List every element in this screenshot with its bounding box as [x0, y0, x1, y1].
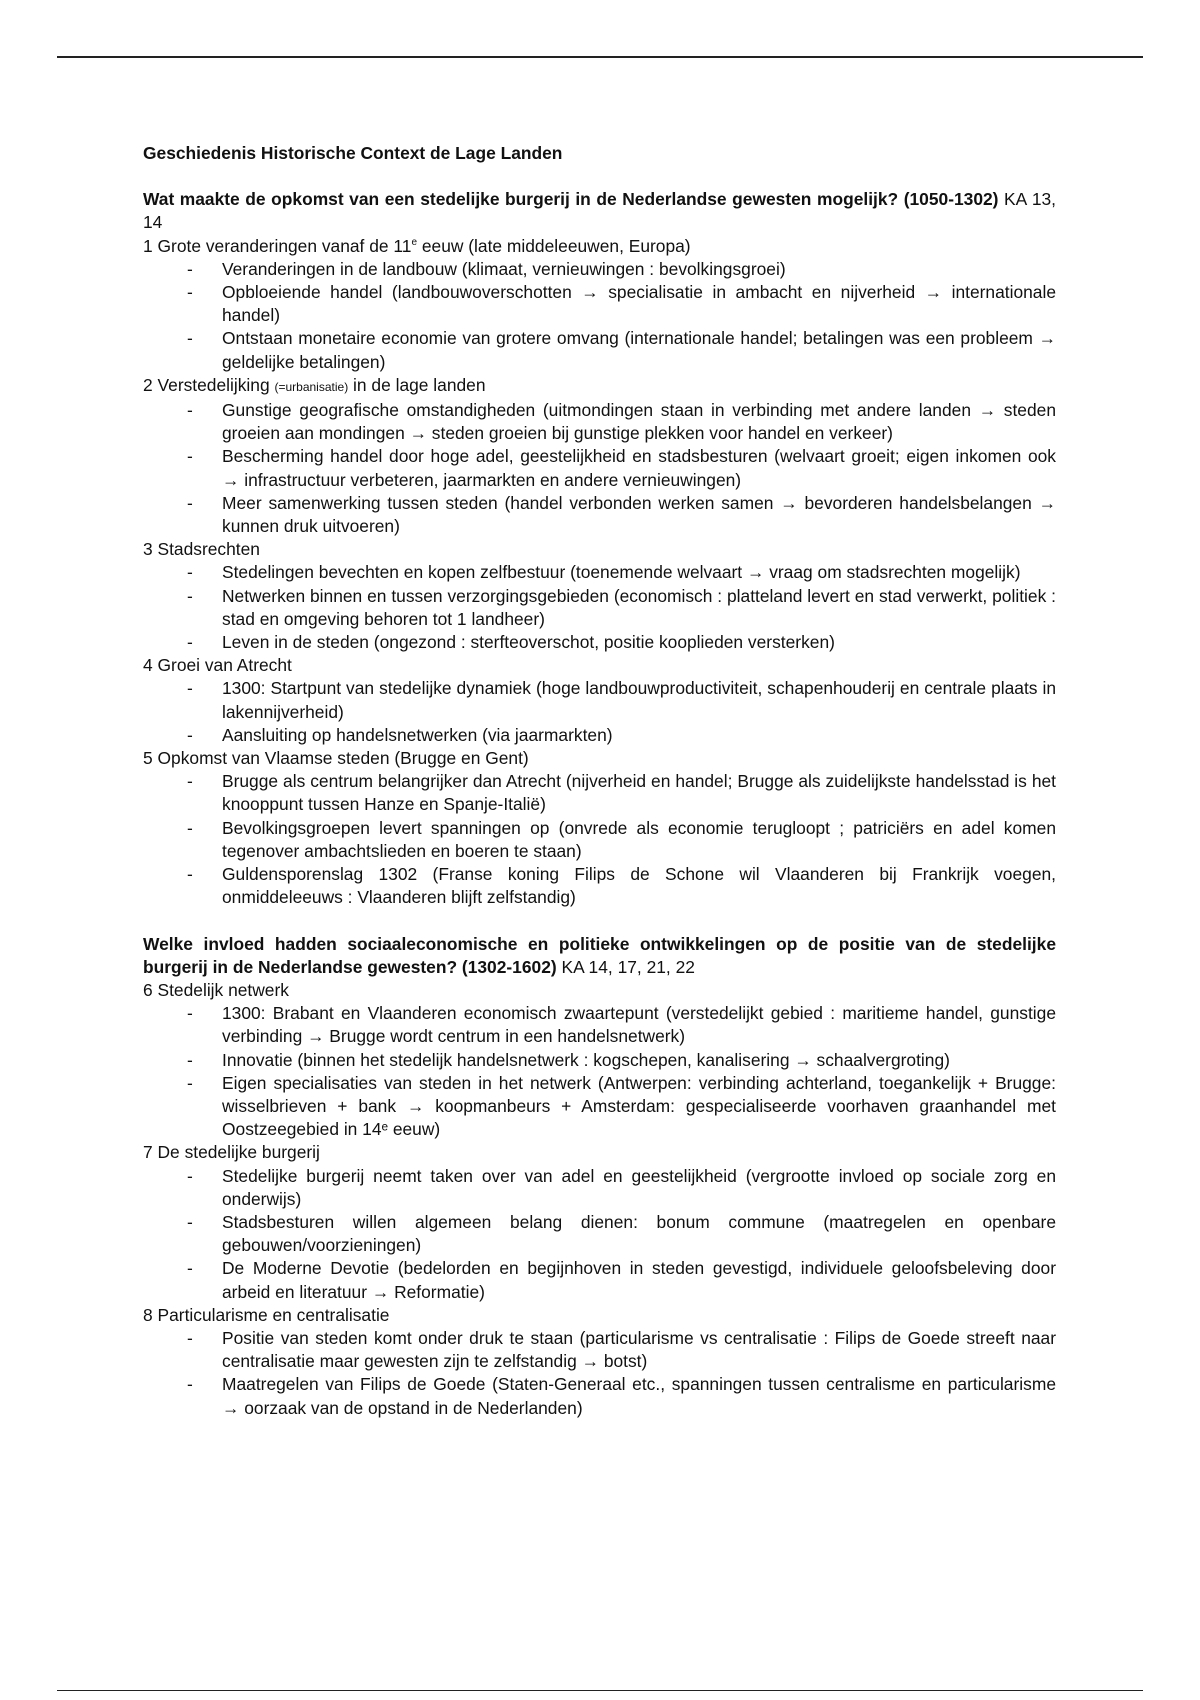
bullet-list [143, 677, 1056, 747]
section-question [143, 933, 1056, 979]
list-item: - 1300: Startpunt van stedelijke dynamiek (hoge landbouwproductiviteit, schapenhouderij en centrale plaats in lakennijverheid) [143, 677, 1056, 723]
list-item: - Innovatie (binnen het stedelijk handelsnetwerk : kogschepen, kanalisering → schaalvergroting) [143, 1049, 1056, 1072]
topic-heading [143, 374, 1056, 399]
list-item: - Leven in de steden (ongezond : sterfteoverschot, positie kooplieden versterken) [143, 631, 1056, 654]
list-item: - Netwerken binnen en tussen verzorgingsgebieden (economisch : platteland levert en stad verwerkt, politiek : stad en omgeving behoren tot 1 landheer) [143, 585, 1056, 631]
question-ka: KA 13, 14 [143, 189, 1057, 233]
list-item: - Gunstige geografische omstandigheden (uitmondingen staan in verbinding met andere landen → steden groeien aan mondingen → steden groeien bij gunstige plekken voor handel en verkeer) [143, 399, 1056, 445]
bullet-list [143, 399, 1056, 538]
section-question [143, 188, 1056, 234]
question-text: Wat maakte de opkomst van een stedelijke burgerij in de Nederlandse gewesten mogelijk? (1050-1302) [143, 189, 999, 210]
list-item: - Stedelingen bevechten en kopen zelfbestuur (toenemende welvaart → vraag om stadsrechten mogelijk) [143, 561, 1056, 584]
list-item: - Stedelijke burgerij neemt taken over van adel en geestelijkheid (vergrootte invloed op sociale zorg en onderwijs) [143, 1165, 1056, 1211]
list-item: - 1300: Brabant en Vlaanderen economisch zwaartepunt (verstedelijkt gebied : maritieme handel, gunstige verbinding → Brugge wordt centrum in een handelsnetwerk) [143, 1002, 1056, 1048]
document-body [143, 142, 1056, 1420]
topic-heading: 4 Groei van Atrecht [143, 655, 292, 676]
question-ka: KA 14, 17, 21, 22 [556, 956, 695, 977]
topic-heading-note: (=urbanisatie) [274, 379, 349, 394]
list-item: - De Moderne Devotie (bedelorden en begijnhoven in steden gevestigd, individuele geloofsbeleving door arbeid en literatuur → Reformatie) [143, 1257, 1056, 1303]
bullet-list [143, 1327, 1056, 1420]
bullet-list [143, 770, 1056, 909]
list-item: - Maatregelen van Filips de Goede (Staten-Generaal etc., spanningen tussen centralisme en particularisme → oorzaak van de opstand in de Nederlanden) [143, 1373, 1056, 1419]
list-item: - Ontstaan monetaire economie van grotere omvang (internationale handel; betalingen was een probleem → geldelijke betalingen) [143, 327, 1056, 373]
topic-heading-text: 1 Grote veranderingen vanaf de 11 [143, 235, 412, 256]
document-title: Geschiedenis Historische Context de Lage Landen [143, 143, 563, 163]
topic-heading: 7 De stedelijke burgerij [143, 1142, 320, 1163]
list-item: - Positie van steden komt onder druk te staan (particularisme vs centralisatie : Filips de Goede streeft naar centralisatie maar gewesten zijn te zelfstandig → botst) [143, 1327, 1056, 1373]
list-item: - Veranderingen in de landbouw (klimaat, vernieuwingen : bevolkingsgroei) [143, 258, 1056, 281]
footer-rule [57, 1690, 1143, 1691]
question-text: Welke invloed hadden sociaaleconomische en politieke ontwikkelingen op de positie van de stedelijke burgerij in de Nederlandse gewesten? (1302-1602) [143, 933, 1056, 977]
list-item: - Bescherming handel door hoge adel, geestelijkheid en stadsbesturen (welvaart groeit; eigen inkomen ook → infrastructuur verbeteren, jaarmarkten en andere vernieuwingen) [143, 445, 1056, 491]
list-item: - Aansluiting op handelsnetwerken (via jaarmarkten) [143, 724, 1056, 747]
topic-heading-sup: e [411, 236, 418, 248]
topic-heading [143, 235, 1056, 258]
topic-heading-tail: eeuw (late middeleeuwen, Europa) [417, 235, 691, 256]
topic-heading-text: 2 Verstedelijking [143, 374, 275, 395]
bullet-list [143, 1002, 1056, 1141]
topic-heading: 8 Particularisme en centralisatie [143, 1304, 390, 1325]
list-item: - Guldensporenslag 1302 (Franse koning Filips de Schone wil Vlaanderen bij Frankrijk voegen, onmiddeleeuws : Vlaanderen blijft zelfstandig) [143, 863, 1056, 909]
topic-heading: 3 Stadsrechten [143, 539, 260, 560]
section-1 [143, 188, 1056, 909]
section-spacer [143, 910, 1056, 933]
list-item: - Eigen specialisaties van steden in het netwerk (Antwerpen: verbinding achterland, toegankelijk + Brugge: wisselbrieven + bank → koopmanbeurs + Amsterdam: gespecialiseerde voorhaven graanhandel met Oostzeegebied in 14ᵉ eeuw) [143, 1072, 1056, 1142]
bullet-list [143, 1165, 1056, 1304]
bullet-list [143, 258, 1056, 374]
bullet-list [143, 561, 1056, 654]
list-item: - Bevolkingsgroepen levert spanningen op (onvrede als economie terugloopt ; patriciërs en adel komen tegenover ambachtslieden en boeren te staan) [143, 817, 1056, 863]
list-item: - Brugge als centrum belangrijker dan Atrecht (nijverheid en handel; Brugge als zuidelijkste handelsstad is het knooppunt tussen Hanze en Spanje-Italië) [143, 770, 1056, 816]
list-item: - Stadsbesturen willen algemeen belang dienen: bonum commune (maatregelen en openbare gebouwen/voorzieningen) [143, 1211, 1056, 1257]
list-item: - Opbloeiende handel (landbouwoverschotten → specialisatie in ambacht en nijverheid → internationale handel) [143, 281, 1056, 327]
topic-heading: 6 Stedelijk netwerk [143, 979, 289, 1000]
topic-heading-tail: in de lage landen [348, 374, 486, 395]
topic-heading: 5 Opkomst van Vlaamse steden (Brugge en Gent) [143, 748, 529, 769]
section-2 [143, 933, 1056, 1420]
header-rule [57, 56, 1143, 58]
list-item: - Meer samenwerking tussen steden (handel verbonden werken samen → bevorderen handelsbelangen → kunnen druk uitvoeren) [143, 492, 1056, 538]
